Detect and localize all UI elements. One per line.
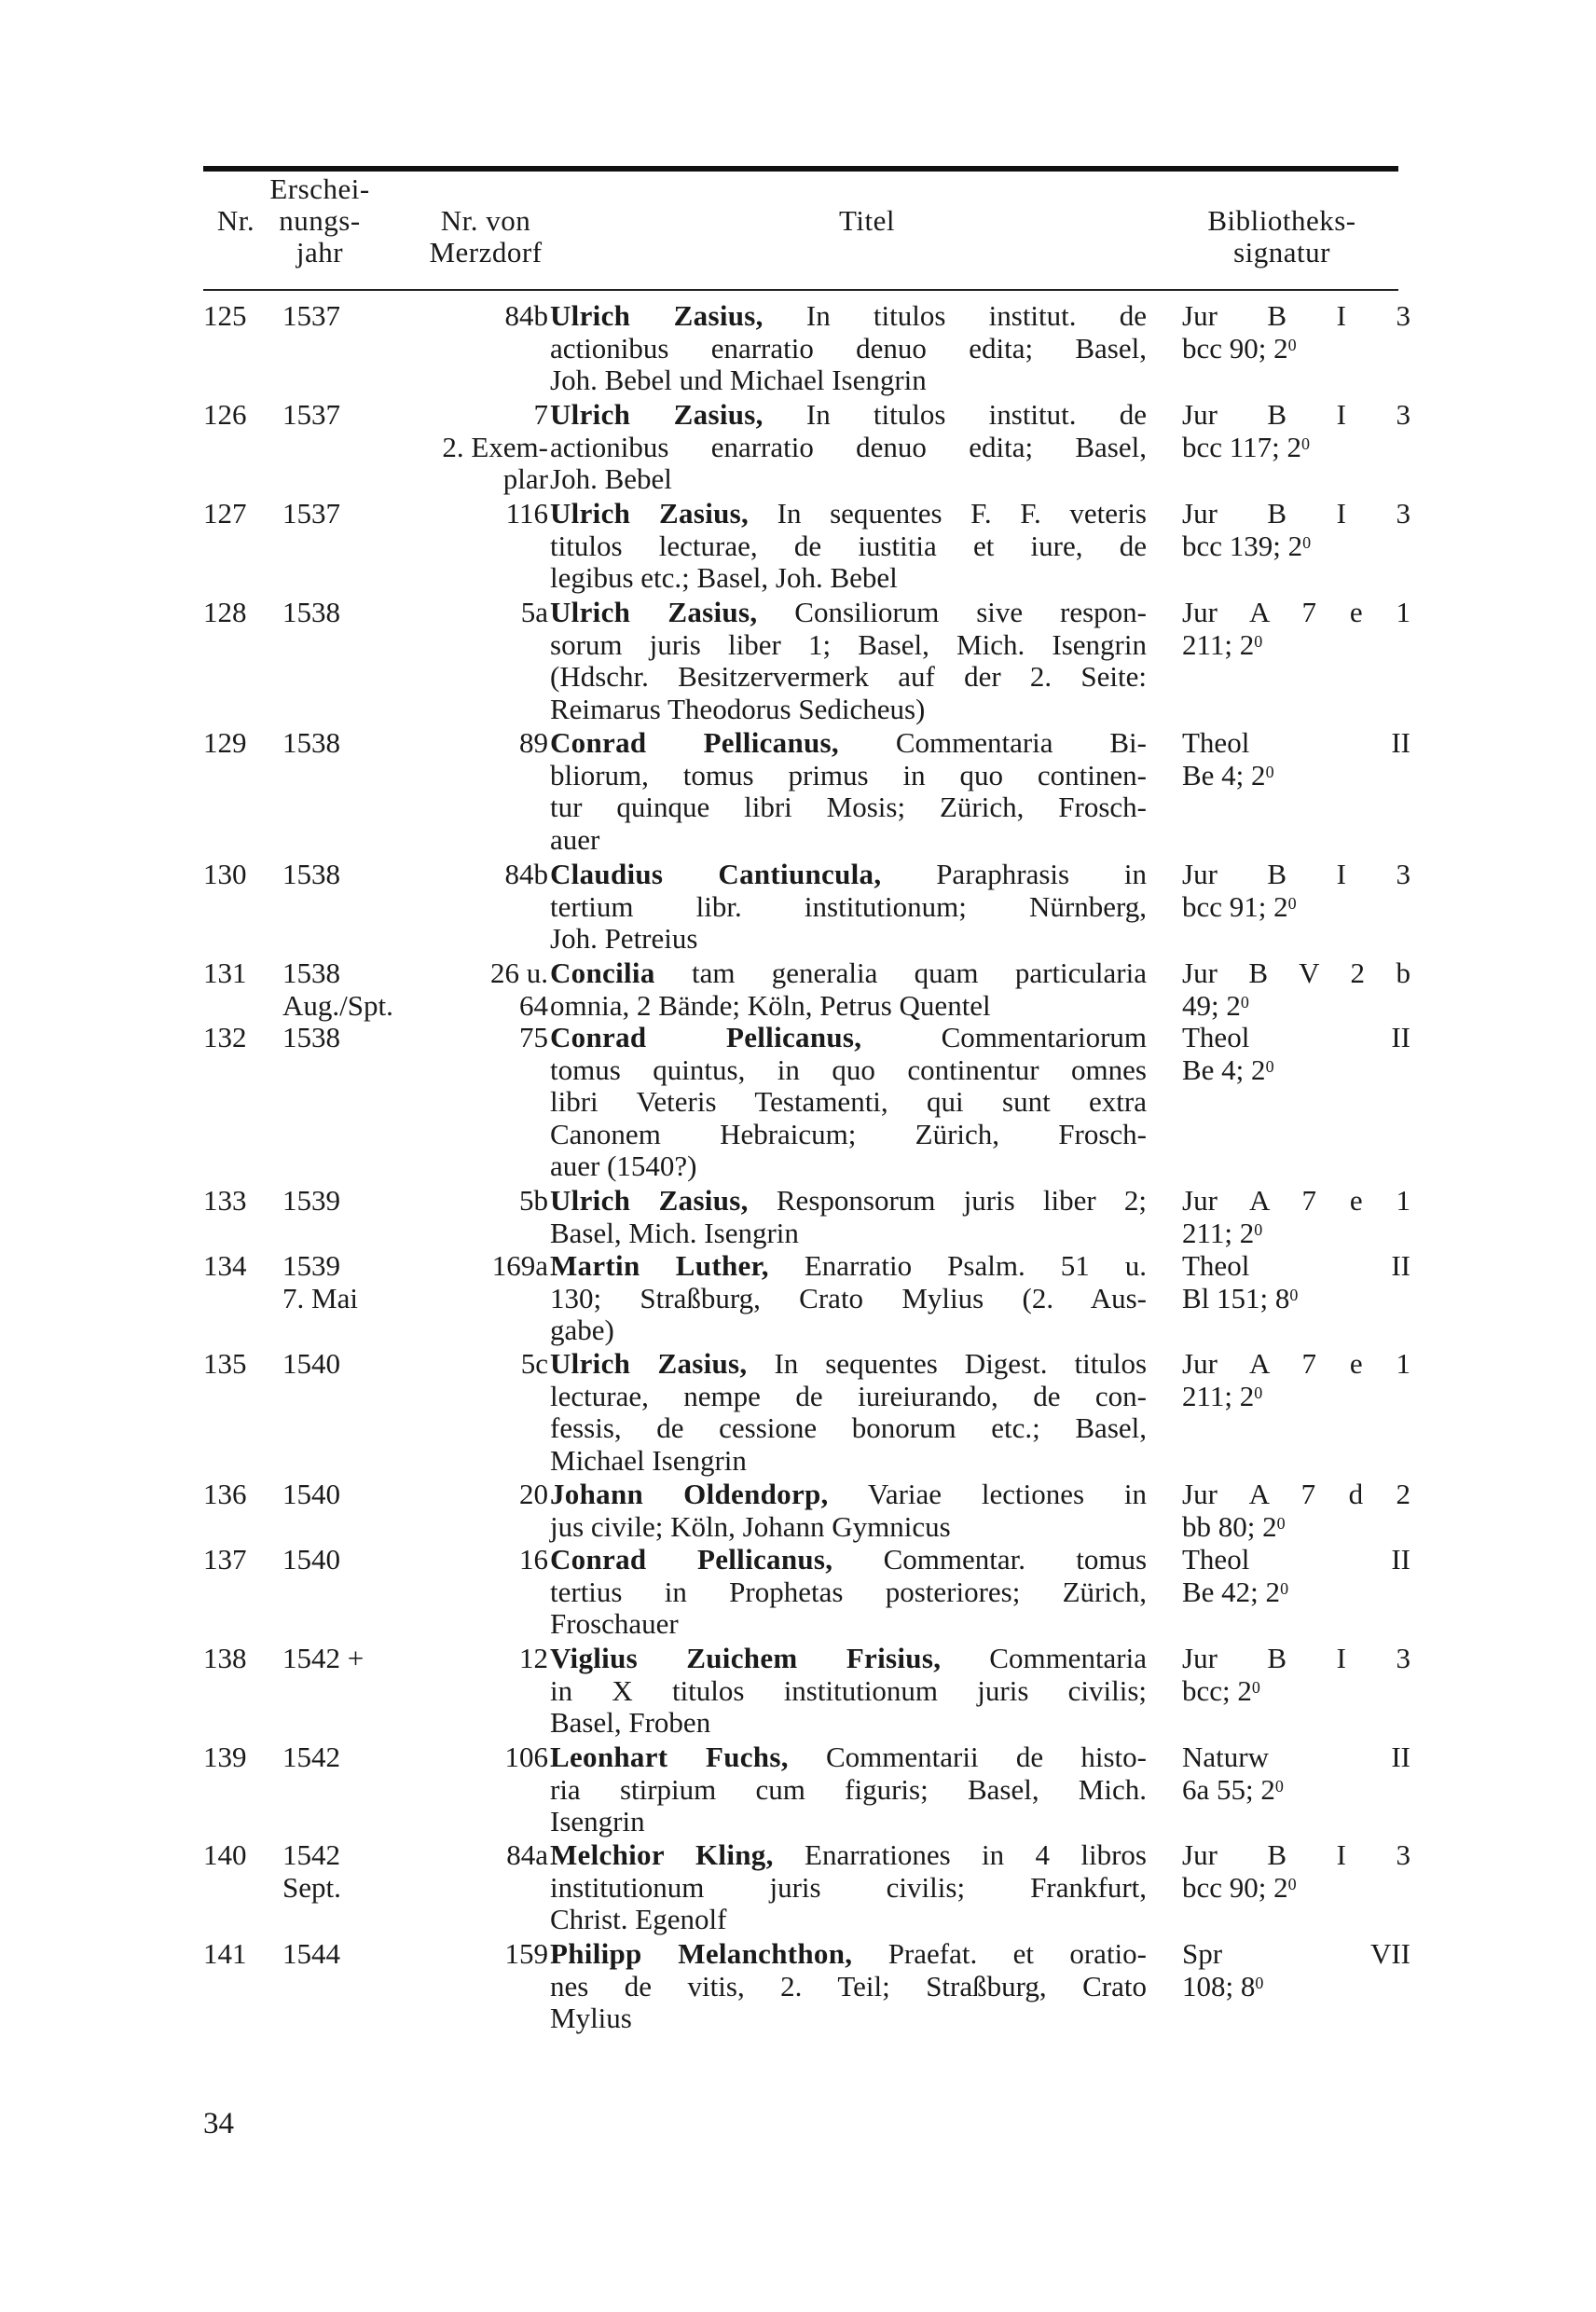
entry-merzdorf-line: 84b bbox=[504, 299, 548, 332]
entry-number: 140 bbox=[203, 1838, 247, 1871]
entry-signature-line: bcc 139; $2^0$ bbox=[1182, 529, 1312, 562]
entry-title-line bbox=[550, 727, 1147, 760]
entry-title bbox=[550, 1741, 1147, 1838]
entry-year-line: 1542 bbox=[282, 1741, 340, 1773]
entry-number: 138 bbox=[203, 1642, 247, 1674]
entry-title-line: tertius in Prophetas posteriores; Zürich, bbox=[550, 1575, 1147, 1608]
entry-number: 137 bbox=[203, 1543, 247, 1576]
entry-title-text: Enarrationes in 4 libros bbox=[773, 1838, 1147, 1871]
entry-number: 136 bbox=[203, 1478, 247, 1510]
entry-signature bbox=[1182, 597, 1410, 661]
entry-merzdorf-line: 116 bbox=[505, 497, 548, 530]
entry-number: 135 bbox=[203, 1347, 247, 1380]
entry-title bbox=[550, 498, 1147, 595]
header-merzdorf-line: Merzdorf bbox=[429, 236, 543, 268]
entry-signature-line: Jur B I 3 bbox=[1182, 1642, 1410, 1674]
entry-author: Martin Luther, bbox=[550, 1249, 769, 1282]
format-degree-mark: 0 bbox=[1300, 434, 1310, 453]
entry-merzdorf-line: 64 bbox=[519, 988, 548, 1022]
entry-title-line: tur quinque libri Mosis; Zürich, Frosch- bbox=[550, 791, 1147, 823]
entry-year-line: 1542 bbox=[282, 1838, 340, 1871]
entry-signature bbox=[1182, 399, 1410, 463]
entry-number: 139 bbox=[203, 1741, 247, 1773]
entry-year-line: 1540 bbox=[282, 1543, 340, 1576]
entry-year-line: 1542 + bbox=[282, 1642, 365, 1674]
entry-title-line bbox=[550, 1022, 1147, 1054]
entry-number: 126 bbox=[203, 398, 247, 431]
entry-title-line bbox=[550, 1250, 1147, 1283]
entry-title-line: Canonem Hebraicum; Zürich, Frosch- bbox=[550, 1117, 1147, 1150]
format-degree-mark: 0 bbox=[1289, 1285, 1299, 1304]
entry-author: Johann Oldendorp, bbox=[550, 1478, 829, 1510]
entry-merzdorf bbox=[382, 1022, 548, 1054]
entry-title-line: tertium libr. institutionum; Nürnberg, bbox=[550, 889, 1147, 923]
entry-title-text: In sequentes Digest. titulos bbox=[747, 1347, 1148, 1380]
entry-merzdorf-line: 12 bbox=[519, 1642, 548, 1674]
entry-title bbox=[550, 1544, 1147, 1641]
entry-author: Ulrich Zasius, bbox=[550, 497, 750, 530]
entry-title-text: Variae lectiones in bbox=[828, 1478, 1147, 1510]
entry-signature-line: Bl 151; $8^0$ bbox=[1182, 1281, 1299, 1314]
entry-signature bbox=[1182, 498, 1410, 562]
entry-merzdorf-line: 84b bbox=[504, 858, 548, 890]
entry-author: Philipp Melanchthon, bbox=[550, 1937, 853, 1970]
entry-title bbox=[550, 399, 1147, 496]
entry-merzdorf-line: 26 u. bbox=[490, 956, 548, 989]
entry-number: 125 bbox=[203, 299, 247, 332]
entry-signature bbox=[1182, 1348, 1410, 1412]
header-title: Titel bbox=[839, 204, 895, 237]
entry-title bbox=[550, 1643, 1147, 1740]
entry-title-line: titulos lecturae, de iustitia et iure, de bbox=[550, 529, 1147, 562]
entry-author: Leonhart Fuchs, bbox=[550, 1741, 789, 1773]
format-degree-mark: 0 bbox=[1280, 1578, 1289, 1598]
entry-author: Concilia bbox=[550, 956, 655, 989]
entry-merzdorf-line: 106 bbox=[504, 1741, 548, 1773]
entry-author: Conrad Pellicanus, bbox=[550, 1543, 833, 1576]
entry-title-line: institutionum juris civilis; Frankfurt, bbox=[550, 1870, 1147, 1904]
entry-year-line: 1538 bbox=[282, 596, 340, 628]
entry-signature-line: bcc; $2^0$ bbox=[1182, 1673, 1260, 1707]
entry-signature bbox=[1182, 1643, 1410, 1707]
format-degree-mark: 0 bbox=[1274, 1776, 1284, 1796]
entry-title-line bbox=[550, 498, 1147, 530]
entry-year-line: 1538 bbox=[282, 858, 340, 890]
entry-signature-line: bb 80; $2^0$ bbox=[1182, 1509, 1286, 1543]
entry-title-line: Reimarus Theodorus Sedicheus) bbox=[550, 692, 926, 725]
entry-signature-line: bcc 91; $2^0$ bbox=[1182, 889, 1297, 923]
entry-signature-line: Jur B I 3 bbox=[1182, 398, 1410, 431]
table-top-rule bbox=[203, 166, 1398, 172]
entry-title-text: In titulos institut. de bbox=[763, 299, 1147, 332]
header-year-line: Erschei- bbox=[269, 172, 370, 205]
entry-number: 132 bbox=[203, 1021, 247, 1053]
entry-merzdorf-line: 159 bbox=[504, 1937, 548, 1970]
entry-signature-line: Jur B I 3 bbox=[1182, 497, 1410, 530]
entry-title bbox=[550, 1479, 1147, 1543]
header-rule bbox=[203, 289, 1398, 291]
entry-number: 129 bbox=[203, 726, 247, 759]
header-signature bbox=[1165, 205, 1398, 268]
entry-merzdorf-line: 5b bbox=[519, 1184, 548, 1217]
entry-signature-line: Theol II bbox=[1182, 1543, 1410, 1576]
entry-title-line bbox=[550, 859, 1147, 891]
entry-merzdorf-line: 169a bbox=[491, 1249, 548, 1282]
entry-title-line: omnia, 2 Bände; Köln, Petrus Quentel bbox=[550, 988, 991, 1022]
entry-signature bbox=[1182, 1741, 1410, 1806]
format-degree-mark: 0 bbox=[1254, 1383, 1263, 1402]
entry-title-line: Mylius bbox=[550, 2002, 632, 2034]
entry-author: Conrad Pellicanus, bbox=[550, 1021, 862, 1053]
entry-signature bbox=[1182, 300, 1410, 365]
entry-title-line: 130; Straßburg, Crato Mylius (2. Aus- bbox=[550, 1281, 1147, 1314]
entry-title-text: Paraphrasis in bbox=[881, 858, 1147, 890]
entry-title-line: Joh. Bebel und Michael Isengrin bbox=[550, 364, 927, 396]
entry-number: 131 bbox=[203, 956, 247, 989]
entry-signature-line: 211; $2^0$ bbox=[1182, 627, 1263, 661]
entry-signature-line: Jur B I 3 bbox=[1182, 858, 1410, 890]
entry-year-line: 1540 bbox=[282, 1478, 340, 1510]
entry-merzdorf bbox=[382, 1643, 548, 1675]
header-merzdorf bbox=[401, 205, 571, 268]
entry-title bbox=[550, 957, 1147, 1022]
entry-year-line: 1537 bbox=[282, 497, 340, 530]
format-degree-mark: 0 bbox=[1276, 1513, 1286, 1533]
entry-signature-line: Jur B I 3 bbox=[1182, 1838, 1410, 1871]
entry-title-line: sorum juris liber 1; Basel, Mich. Isengrin bbox=[550, 627, 1147, 661]
entry-merzdorf bbox=[382, 957, 548, 1022]
entry-title bbox=[550, 1250, 1147, 1347]
entry-number: 127 bbox=[203, 497, 247, 530]
entry-year-line: Sept. bbox=[282, 1870, 341, 1904]
entry-signature-line: Spr VII bbox=[1182, 1937, 1410, 1970]
entry-merzdorf bbox=[382, 300, 548, 333]
entry-title-line: Isengrin bbox=[550, 1805, 645, 1837]
entry-merzdorf bbox=[382, 727, 548, 760]
entry-signature-line: Be 4; $2^0$ bbox=[1182, 1053, 1274, 1086]
entry-title-line: auer bbox=[550, 822, 600, 856]
entry-title-text: Commentar. tomus bbox=[832, 1543, 1148, 1576]
entry-signature-line: 49; $2^0$ bbox=[1182, 988, 1249, 1022]
entry-signature bbox=[1182, 1185, 1410, 1249]
entry-title-line bbox=[550, 1938, 1147, 1971]
entry-signature bbox=[1182, 1250, 1410, 1314]
entry-number: 130 bbox=[203, 858, 247, 890]
entry-title-line bbox=[550, 1839, 1147, 1872]
entry-merzdorf-line: 84a bbox=[506, 1838, 548, 1871]
entry-signature-line: Jur A 7 e 1 bbox=[1182, 1184, 1410, 1217]
header-signature-line: Bibliotheks- bbox=[1207, 204, 1356, 237]
entry-title-text: In sequentes F. F. veteris bbox=[749, 497, 1147, 530]
entry-title-text: tam generalia quam particularia bbox=[654, 956, 1147, 989]
entry-number: 141 bbox=[203, 1937, 247, 1970]
entry-signature-line: Jur A 7 d 2 bbox=[1182, 1478, 1410, 1510]
entry-author: Ulrich Zasius, bbox=[550, 596, 758, 628]
entry-title-line: fessis, de cessione bonorum etc.; Basel, bbox=[550, 1411, 1147, 1444]
entry-signature bbox=[1182, 957, 1410, 1022]
format-degree-mark: 0 bbox=[1265, 1056, 1274, 1076]
format-degree-mark: 0 bbox=[1302, 532, 1312, 552]
entry-year-line: 1537 bbox=[282, 299, 340, 332]
entry-merzdorf-line: 7 bbox=[533, 398, 548, 431]
entry-year-line: 1539 bbox=[282, 1184, 340, 1217]
entry-signature-line: Theol II bbox=[1182, 1021, 1410, 1053]
entry-title-text: Praefat. et oratio- bbox=[852, 1937, 1147, 1970]
entry-merzdorf bbox=[382, 597, 548, 629]
entry-title-line: (Hdschr. Besitzervermerk auf der 2. Seite: bbox=[550, 660, 1147, 693]
entry-signature-line: Jur A 7 e 1 bbox=[1182, 596, 1410, 628]
entry-number: 133 bbox=[203, 1184, 247, 1217]
entry-title-line bbox=[550, 957, 1147, 990]
entry-signature-line: Jur B V 2 b bbox=[1182, 956, 1410, 989]
entry-merzdorf-line: plar bbox=[502, 462, 548, 495]
entry-title-line: auer (1540?) bbox=[550, 1149, 697, 1182]
entry-title bbox=[550, 1185, 1147, 1249]
entry-title-text: Consiliorum sive respon- bbox=[757, 596, 1148, 628]
entry-author: Claudius Cantiuncula, bbox=[550, 858, 882, 890]
entry-title bbox=[550, 1348, 1147, 1477]
entry-title bbox=[550, 859, 1147, 956]
entry-merzdorf bbox=[382, 859, 548, 891]
entry-signature-line: bcc 90; $2^0$ bbox=[1182, 331, 1297, 365]
entry-title-line bbox=[550, 399, 1147, 432]
format-degree-mark: 0 bbox=[1254, 631, 1263, 651]
entry-title-line: jus civile; Köln, Johann Gymnicus bbox=[550, 1509, 951, 1543]
entry-merzdorf-line: 16 bbox=[519, 1543, 548, 1576]
entry-author: Ulrich Zasius, bbox=[550, 299, 764, 332]
format-degree-mark: 0 bbox=[1287, 893, 1297, 913]
entry-year-line: 1537 bbox=[282, 398, 340, 431]
entry-year-line: 1544 bbox=[282, 1937, 340, 1970]
entry-merzdorf bbox=[382, 1938, 548, 1971]
entry-year-line: 1538 bbox=[282, 1021, 340, 1053]
entry-merzdorf bbox=[382, 1741, 548, 1774]
entry-signature-line: Jur B I 3 bbox=[1182, 299, 1410, 332]
entry-title-line: ria stirpium cum figuris; Basel, Mich. bbox=[550, 1772, 1147, 1806]
format-degree-mark: 0 bbox=[1240, 992, 1249, 1012]
entry-title bbox=[550, 1839, 1147, 1936]
entry-merzdorf bbox=[382, 498, 548, 530]
entry-merzdorf bbox=[382, 1479, 548, 1511]
entry-author: Melchior Kling, bbox=[550, 1838, 774, 1871]
entry-title bbox=[550, 300, 1147, 397]
entry-merzdorf bbox=[382, 1839, 548, 1872]
entry-author: Ulrich Zasius, bbox=[550, 398, 764, 431]
entry-title-line: Basel, Mich. Isengrin bbox=[550, 1216, 799, 1249]
entry-merzdorf-line: 2. Exem- bbox=[442, 430, 548, 463]
entry-author: Conrad Pellicanus, bbox=[550, 726, 839, 759]
entry-signature-line: Be 4; $2^0$ bbox=[1182, 758, 1274, 791]
entry-merzdorf-line: 75 bbox=[519, 1021, 548, 1053]
entry-signature-line: Theol II bbox=[1182, 1249, 1410, 1282]
entry-merzdorf bbox=[382, 1185, 548, 1218]
page-number: 34 bbox=[203, 2107, 234, 2140]
format-degree-mark: 0 bbox=[1251, 1677, 1260, 1697]
entry-signature bbox=[1182, 1479, 1410, 1543]
header-year-line: nungs- bbox=[279, 204, 361, 237]
entry-title-line: Joh. Bebel bbox=[550, 462, 672, 495]
entry-title-line: libri Veteris Testamenti, qui sunt extra bbox=[550, 1085, 1147, 1118]
entry-merzdorf bbox=[382, 1544, 548, 1576]
entry-title-text: Enarratio Psalm. 51 u. bbox=[768, 1249, 1147, 1282]
header-merzdorf-line: Nr. von bbox=[440, 204, 531, 237]
entry-title-text: Responsorum juris liber 2; bbox=[748, 1184, 1147, 1217]
entry-title-line bbox=[550, 1348, 1147, 1381]
entry-signature bbox=[1182, 727, 1410, 791]
entry-signature-line: 211; $2^0$ bbox=[1182, 1379, 1263, 1412]
entry-signature-line: Jur A 7 e 1 bbox=[1182, 1347, 1410, 1380]
entry-signature-line: Be 42; $2^0$ bbox=[1182, 1575, 1289, 1608]
entry-year-line: 7. Mai bbox=[282, 1281, 358, 1314]
entry-merzdorf-line: 5c bbox=[520, 1347, 548, 1380]
entry-signature-line: 108; $8^0$ bbox=[1182, 1969, 1264, 2002]
entry-author: Ulrich Zasius, bbox=[550, 1347, 748, 1380]
entry-signature-line: 211; $2^0$ bbox=[1182, 1216, 1263, 1249]
entry-merzdorf bbox=[382, 1250, 548, 1283]
entry-title-text: Commentarii de histo- bbox=[788, 1741, 1147, 1773]
entry-title-line bbox=[550, 1544, 1147, 1576]
entry-title-line: in X titulos institutionum juris civilis; bbox=[550, 1673, 1147, 1707]
entry-author: Viglius Zuichem Frisius, bbox=[550, 1642, 942, 1674]
entry-title-line: nes de vitis, 2. Teil; Straßburg, Crato bbox=[550, 1969, 1147, 2002]
entry-title-line: Christ. Egenolf bbox=[550, 1903, 727, 1935]
entry-title-text: Commentariorum bbox=[861, 1021, 1147, 1053]
entry-title bbox=[550, 1938, 1147, 2035]
entry-title-line bbox=[550, 300, 1147, 333]
entry-signature-line: Naturw II bbox=[1182, 1741, 1410, 1773]
entry-title-line: Joh. Petreius bbox=[550, 922, 698, 955]
header-nr: Nr. bbox=[216, 204, 255, 237]
entry-title-line: tomus quintus, in quo continentur omnes bbox=[550, 1053, 1147, 1086]
header-year-line: jahr bbox=[296, 236, 344, 268]
entry-merzdorf-line: 5a bbox=[520, 596, 548, 628]
header-year bbox=[250, 173, 390, 268]
entry-signature bbox=[1182, 859, 1410, 923]
entry-year-line: 1538 bbox=[282, 956, 340, 989]
entry-title-line bbox=[550, 1185, 1147, 1218]
entry-title-text: In titulos institut. de bbox=[763, 398, 1147, 431]
entry-merzdorf bbox=[382, 399, 548, 496]
format-degree-mark: 0 bbox=[1265, 762, 1274, 781]
entry-title-line bbox=[550, 597, 1147, 629]
entry-title bbox=[550, 1022, 1147, 1183]
entry-year-line: 1540 bbox=[282, 1347, 340, 1380]
entry-title-line: Michael Isengrin bbox=[550, 1443, 747, 1477]
format-degree-mark: 0 bbox=[1287, 335, 1297, 354]
entry-title-line bbox=[550, 1741, 1147, 1774]
entry-merzdorf bbox=[382, 1348, 548, 1381]
entry-title bbox=[550, 727, 1147, 856]
entry-signature-line: bcc 90; $2^0$ bbox=[1182, 1870, 1297, 1904]
entry-title-line: Froschauer bbox=[550, 1607, 679, 1640]
entry-title-line: gabe) bbox=[550, 1314, 614, 1346]
entry-signature bbox=[1182, 1022, 1410, 1086]
entry-year-line: 1538 bbox=[282, 726, 340, 759]
entry-title-text: Commentaria Bi- bbox=[838, 726, 1147, 759]
format-degree-mark: 0 bbox=[1255, 1973, 1264, 1992]
entry-year-line: 1539 bbox=[282, 1249, 340, 1282]
entry-title-line bbox=[550, 1643, 1147, 1675]
entry-signature-line: 6a 55; $2^0$ bbox=[1182, 1772, 1284, 1806]
entry-title-line: legibus etc.; Basel, Joh. Bebel bbox=[550, 561, 898, 594]
entry-title-line: Basel, Froben bbox=[550, 1706, 711, 1739]
format-degree-mark: 0 bbox=[1254, 1219, 1263, 1239]
entry-title-line bbox=[550, 1479, 1147, 1511]
entry-signature bbox=[1182, 1839, 1410, 1904]
entry-title-line: actionibus enarratio denuo edita; Basel, bbox=[550, 430, 1147, 463]
entry-year-line: Aug./Spt. bbox=[282, 988, 393, 1022]
entry-signature bbox=[1182, 1938, 1410, 2002]
entry-merzdorf-line: 89 bbox=[519, 726, 548, 759]
entry-title-text: Commentaria bbox=[941, 1642, 1148, 1674]
entry-author: Ulrich Zasius, bbox=[550, 1184, 749, 1217]
entry-number: 128 bbox=[203, 596, 247, 628]
format-degree-mark: 0 bbox=[1287, 1874, 1297, 1893]
entry-title bbox=[550, 597, 1147, 725]
entry-title-line: lecturae, nempe de iureiurando, de con- bbox=[550, 1379, 1147, 1412]
header-signature-line: signatur bbox=[1233, 236, 1330, 268]
entry-title-line: actionibus enarratio denuo edita; Basel, bbox=[550, 331, 1147, 365]
entry-merzdorf-line: 20 bbox=[519, 1478, 548, 1510]
entry-signature-line: bcc 117; $2^0$ bbox=[1182, 430, 1310, 463]
entry-number: 134 bbox=[203, 1249, 247, 1282]
entry-signature bbox=[1182, 1544, 1410, 1608]
entry-signature-line: Theol II bbox=[1182, 726, 1410, 759]
entry-title-line: bliorum, tomus primus in quo continen- bbox=[550, 758, 1147, 791]
